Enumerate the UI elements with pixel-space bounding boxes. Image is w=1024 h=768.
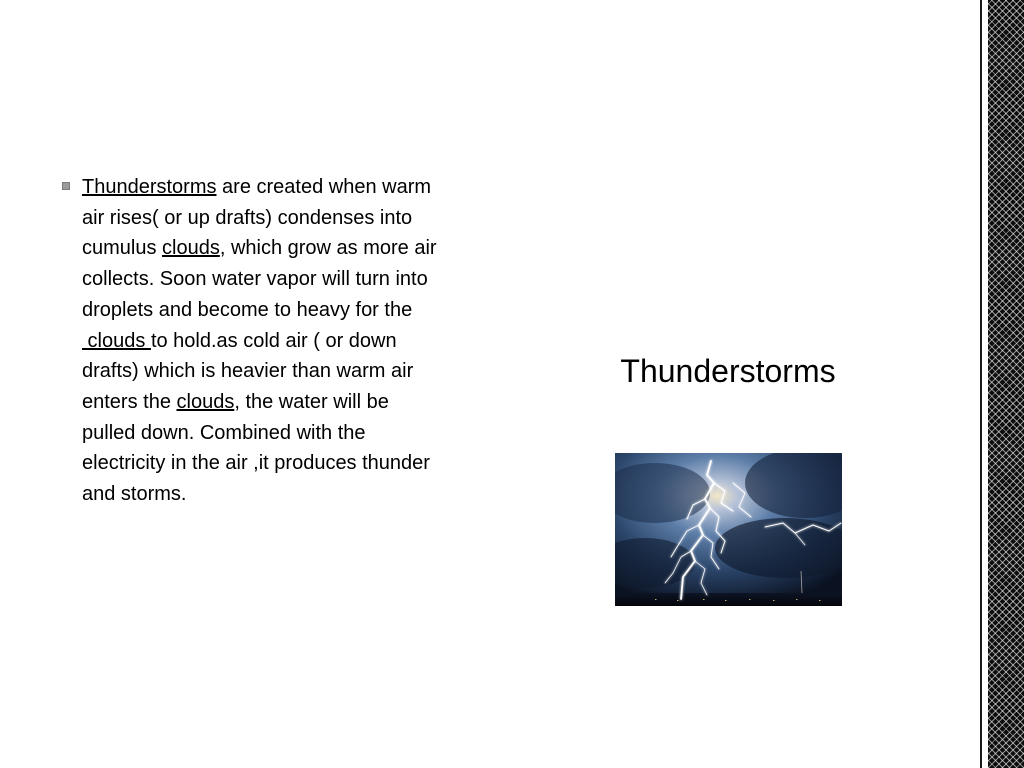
link-clouds-1[interactable]: clouds xyxy=(162,237,220,260)
text-run-1: are created when warm air rises( or up drafts) condenses into cumulus xyxy=(82,176,432,260)
decorative-right-border xyxy=(976,0,1024,768)
content-placeholder xyxy=(62,172,447,510)
link-clouds-2[interactable]: clouds xyxy=(82,329,151,352)
text-run-3: to hold.as cold air ( or down drafts) which is heavier than warm air enters the xyxy=(82,329,414,413)
checker-pattern-bar xyxy=(988,0,1024,768)
bullet-paragraph xyxy=(82,172,447,510)
text-run-4: , the water will be pulled down. Combined with the electricity in the air ,it produces thunder and storms. xyxy=(82,390,430,506)
link-thunderstorms[interactable]: Thunderstorms xyxy=(82,176,217,198)
square-bullet-icon xyxy=(62,182,70,190)
slide-title: Thunderstorms xyxy=(620,353,836,389)
lightning-image xyxy=(615,453,842,606)
text-run-2: , which grow as more air collects. Soon water vapor will turn into droplets and become to heavy for the xyxy=(82,237,437,321)
border-line xyxy=(980,0,982,768)
link-clouds-3[interactable]: clouds xyxy=(176,390,235,413)
bullet-item xyxy=(62,172,447,510)
